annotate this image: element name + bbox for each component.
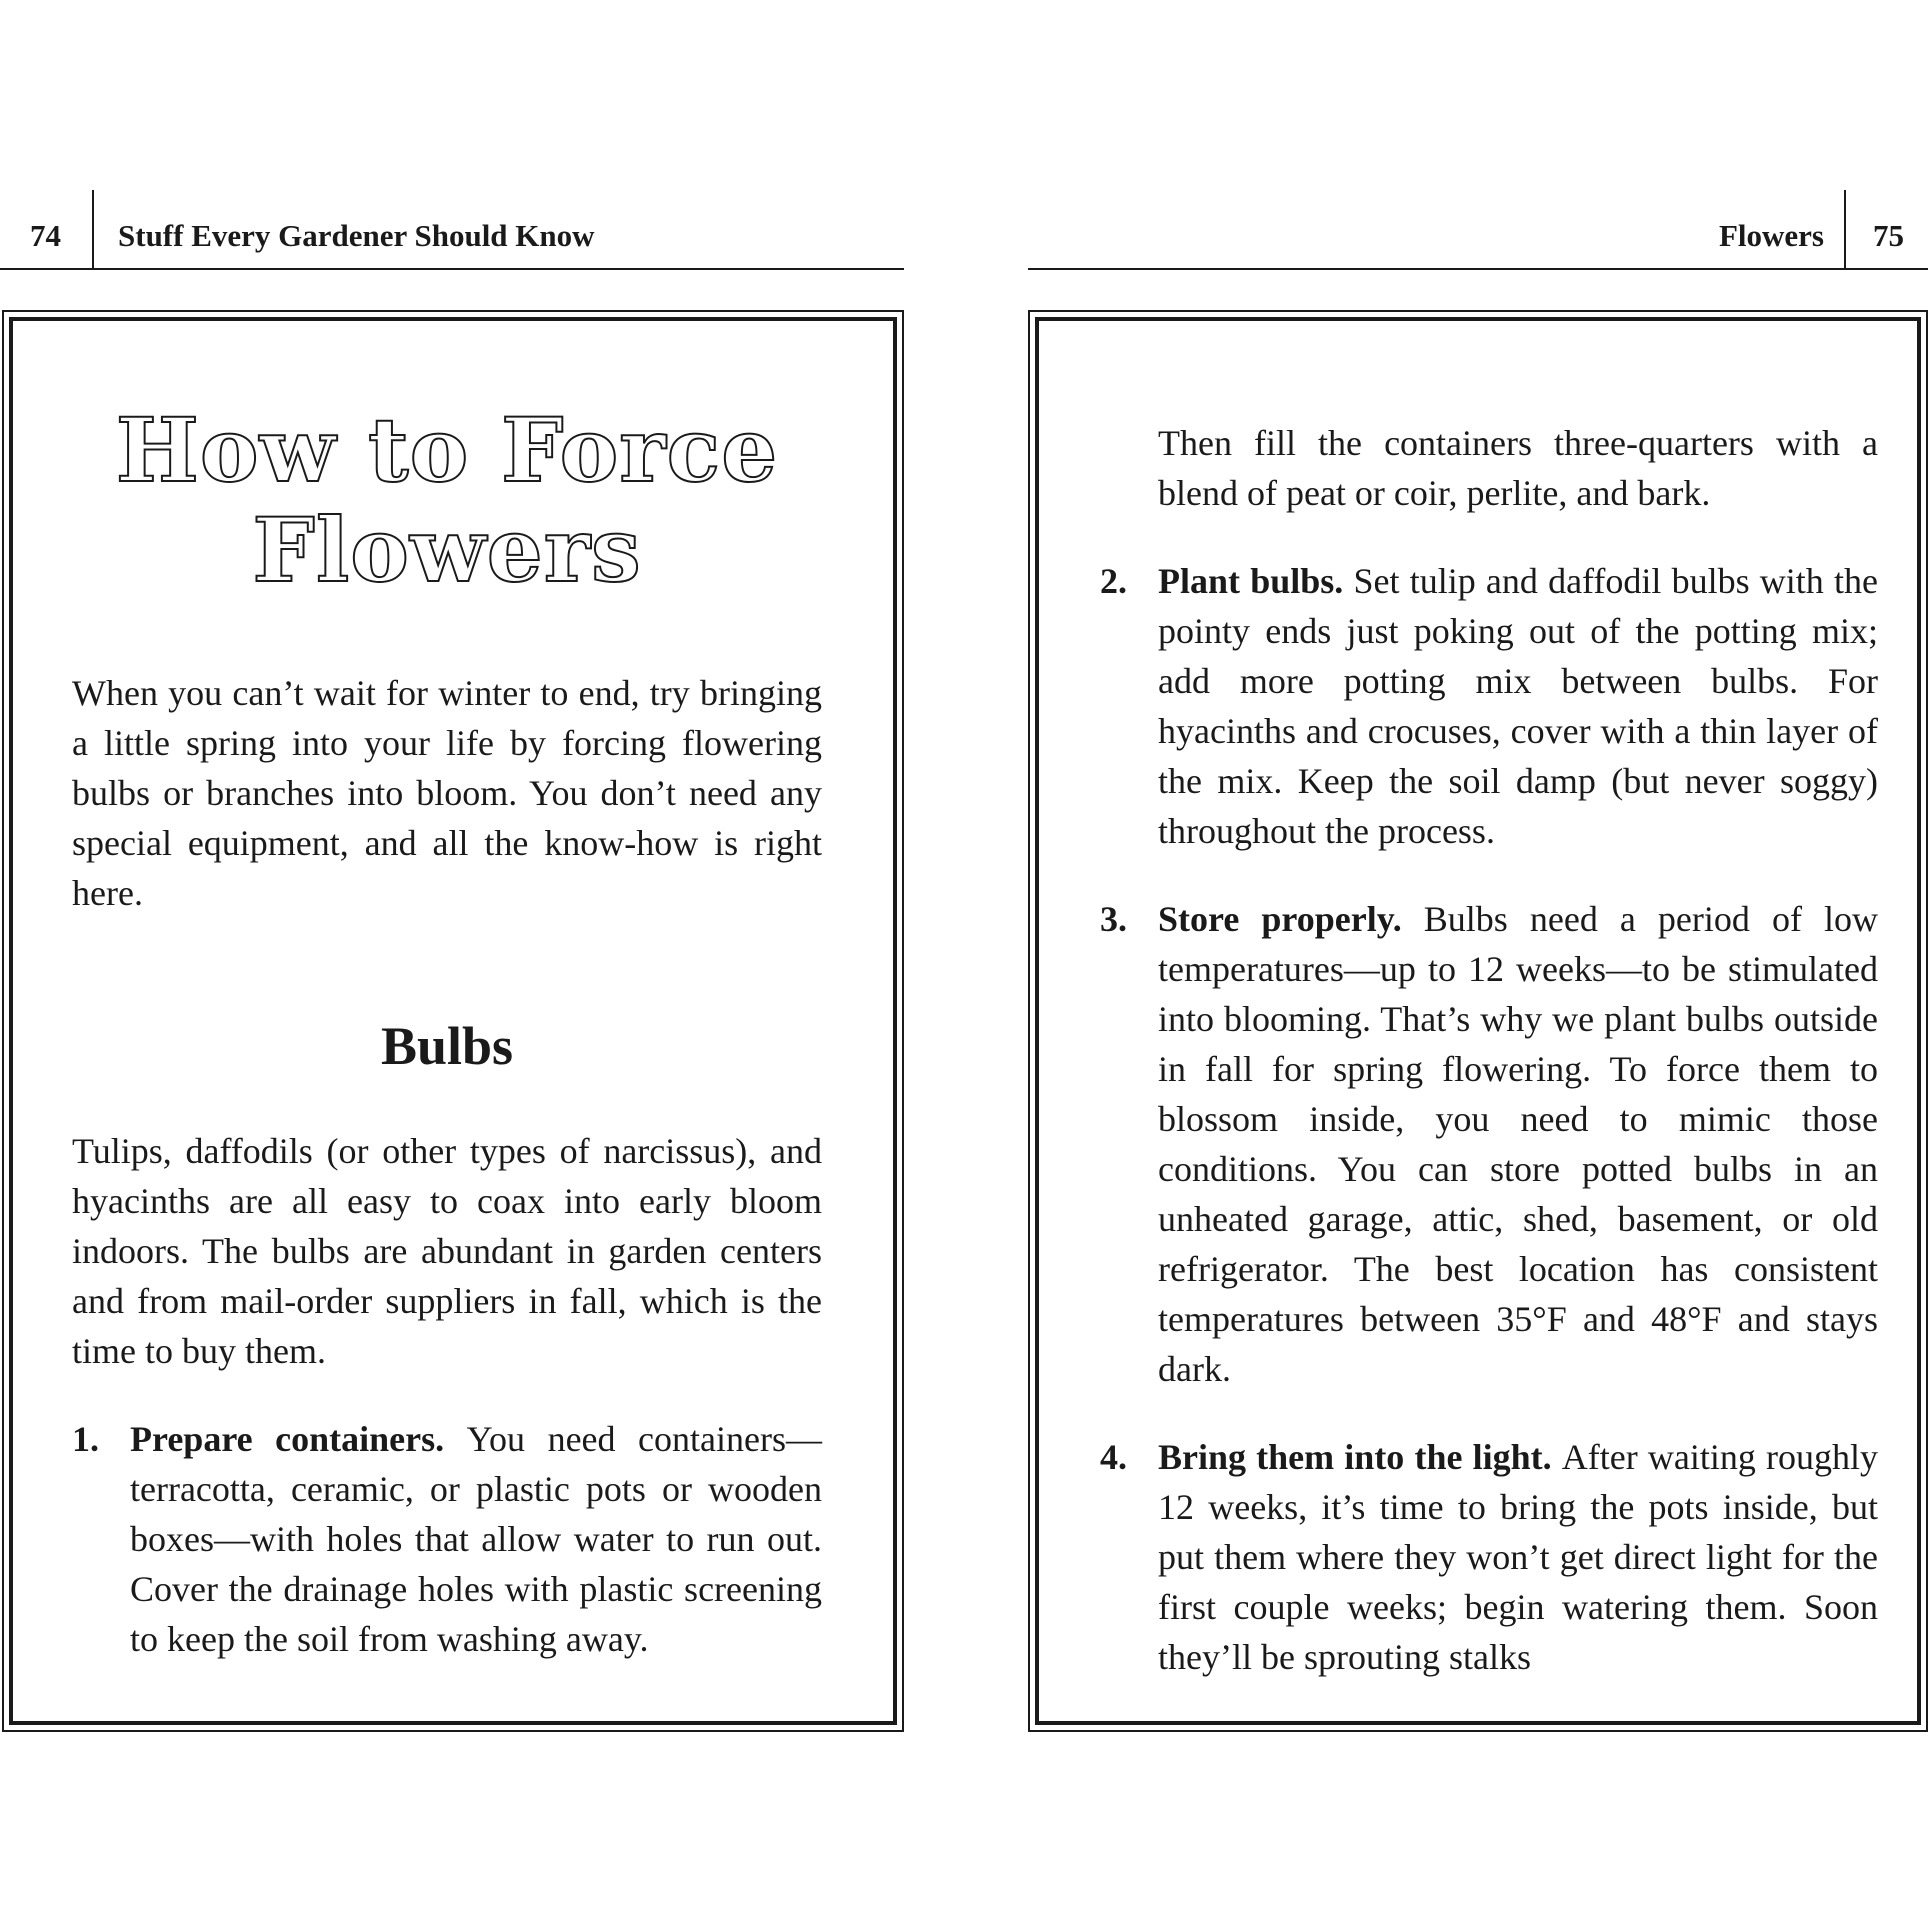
page-number: 74 bbox=[30, 218, 61, 253]
step-number: 1. bbox=[72, 1419, 99, 1459]
running-title: Stuff Every Gardener Should Know bbox=[118, 218, 595, 253]
step-text: Bulbs need a period of low temperatures—up to 12 weeks—to be stimulated into blooming. That’s why we plant bulbs outside in fall for spring flowering. To force them to blossom inside, you need to mimic those conditions. You can store potted bulbs in an unheated garage, attic, shed, basement, or old refrigerator. The best location has consistent temperatures between 35°F and 48°F and stays dark. bbox=[1158, 899, 1878, 1389]
step-item bbox=[72, 1414, 822, 1664]
step-list bbox=[1100, 556, 1878, 1682]
step-item bbox=[1100, 894, 1878, 1394]
step-text: You need containers—terracotta, ceramic, or plastic pots or wooden boxes—with holes that allow water to run out. Cover the drainage holes with plastic screening to keep the soil from washing away. bbox=[130, 1419, 822, 1659]
step-list bbox=[72, 1414, 822, 1664]
step-number: 4. bbox=[1100, 1437, 1127, 1477]
step-item bbox=[1100, 556, 1878, 856]
step-number: 3. bbox=[1100, 899, 1127, 939]
running-header bbox=[0, 190, 904, 270]
step-lead: Prepare containers. bbox=[130, 1419, 467, 1459]
step-text: Set tulip and daffodil bulbs with the pointy ends just poking out of the potting mix; add more potting mix between bulbs. For hyacinths and crocuses, cover with a thin layer of the mix. Keep the soil damp (but never soggy) throughout the process. bbox=[1158, 561, 1878, 851]
step-text: After waiting roughly 12 weeks, it’s time to bring the pots inside, but put them where they won’t get direct light for the first couple weeks; begin watering them. Soon they’ll be sprouting stalks bbox=[1158, 1437, 1878, 1677]
step-lead: Plant bulbs. bbox=[1158, 561, 1354, 601]
intro-paragraph: When you can’t wait for winter to end, try bringing a little spring into your life by forcing flowering bulbs or branches into bloom. You don’t need any special equipment, and all the know-how is right here. bbox=[72, 673, 822, 913]
step-number: 2. bbox=[1100, 561, 1127, 601]
header-rule bbox=[0, 268, 904, 270]
page-number: 75 bbox=[1873, 218, 1904, 253]
left-page bbox=[0, 0, 904, 1928]
running-header bbox=[1028, 190, 1928, 270]
left-content bbox=[72, 400, 822, 1702]
header-rule bbox=[1028, 268, 1928, 270]
header-divider bbox=[92, 190, 94, 268]
step-lead: Store properly. bbox=[1158, 899, 1424, 939]
running-title: Flowers bbox=[1718, 218, 1824, 253]
section-paragraph: Tulips, daffodils (or other types of narcissus), and hyacinths are all easy to coax into early bloom indoors. The bulbs are abundant in garden centers and from mail-order suppliers in fall, which is the time to buy them. bbox=[72, 1131, 822, 1371]
header-divider bbox=[1844, 190, 1846, 268]
step-item bbox=[1100, 1432, 1878, 1682]
chapter-title: How to Force Flowers bbox=[115, 398, 779, 602]
right-page bbox=[1028, 0, 1928, 1928]
right-content bbox=[1100, 418, 1878, 1720]
step-lead: Bring them into the light. bbox=[1158, 1437, 1562, 1477]
continued-paragraph: Then fill the containers three-quarters with a blend of peat or coir, perlite, and bark. bbox=[1158, 423, 1878, 513]
section-heading: Bulbs bbox=[380, 1016, 514, 1076]
